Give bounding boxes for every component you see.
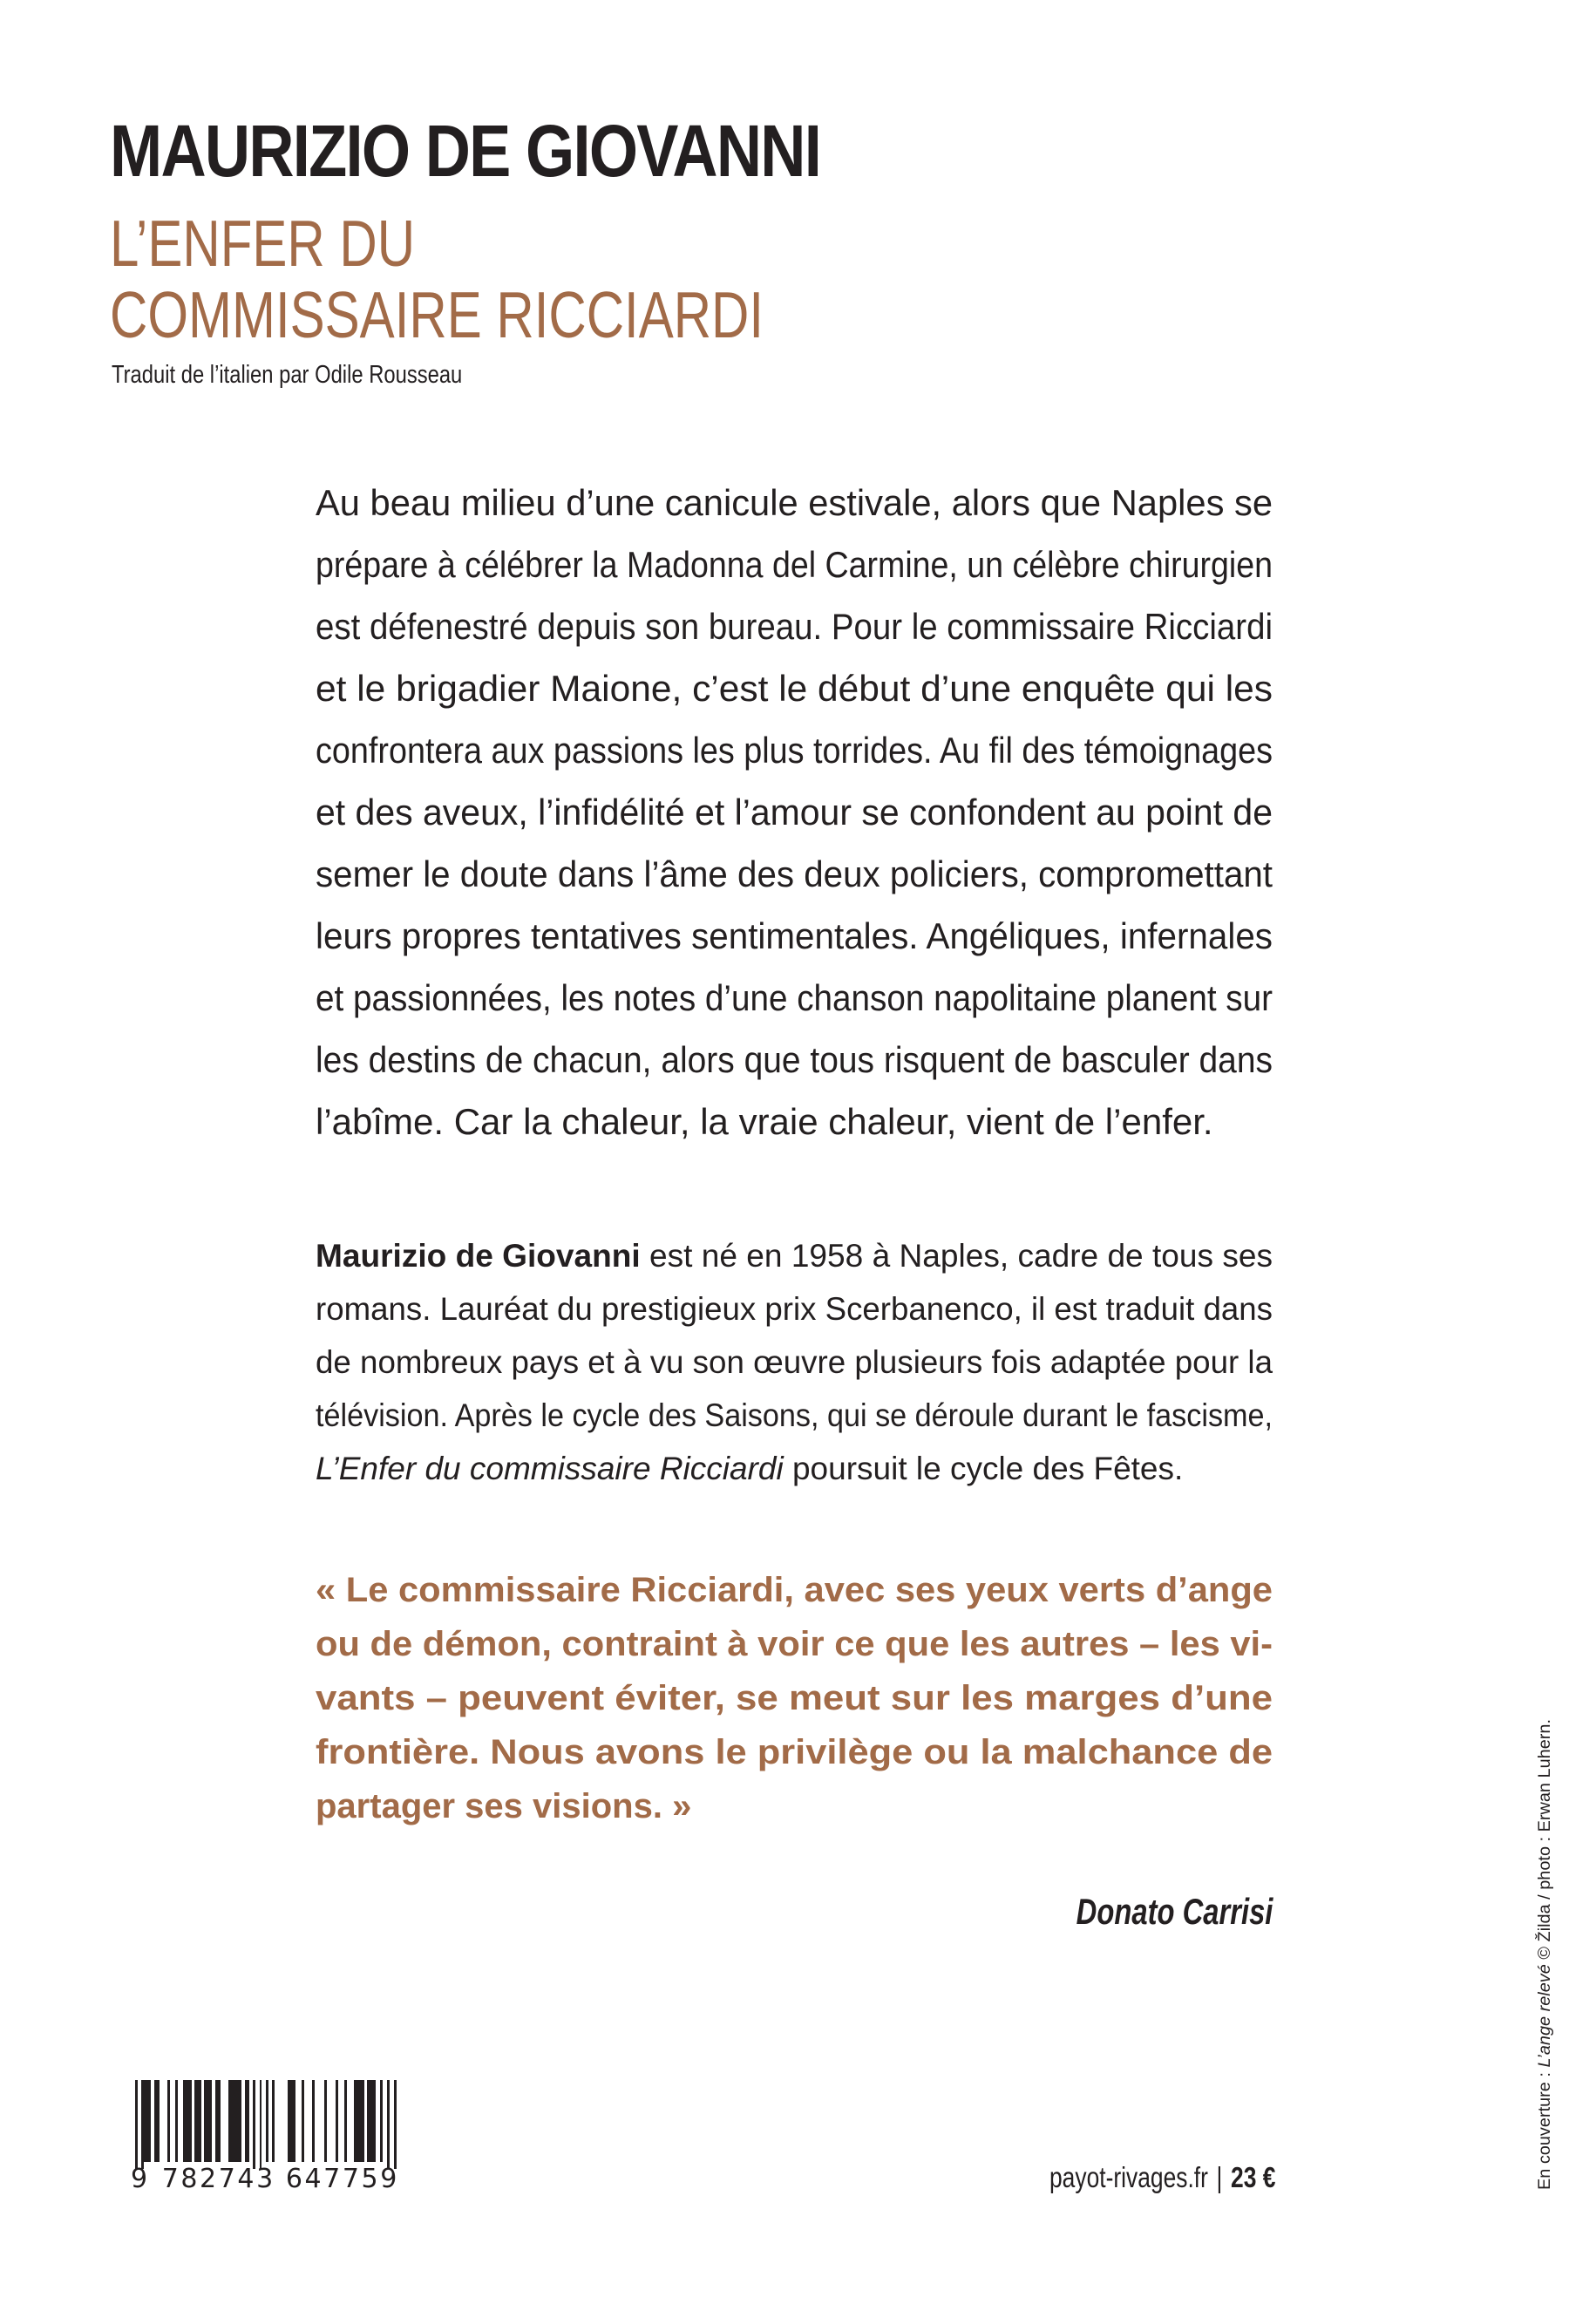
book-title-line-2: COMMISSAIRE RICCIARDI — [110, 278, 764, 351]
isbn-digits — [131, 2165, 401, 2193]
synopsis-paragraph — [316, 472, 1273, 1152]
bio-text: est né en 1958 à Naples, cadre de tous ses — [640, 1238, 1273, 1274]
synopsis-line: semer le doute dans l’âme des deux policiers, compromettant — [316, 853, 1273, 894]
quote-line: ou de démon, contraint à voir ce que les autres – les vi- — [316, 1625, 1273, 1663]
barcode-bar — [228, 2080, 241, 2162]
isbn-first-digit: 9 — [131, 2164, 150, 2194]
barcode-bar — [194, 2080, 200, 2162]
synopsis-line: les destins de chacun, alors que tous risquent de basculer dans — [316, 1039, 1273, 1080]
bio-line — [316, 1229, 1273, 1282]
cover-credit — [1536, 1692, 1555, 2190]
quote-line: vants – peuvent éviter, se meut sur les marges d’une — [316, 1679, 1273, 1717]
translator-credit: Traduit de l’italien par Odile Rousseau — [112, 361, 463, 389]
bio-book-title: L’Enfer du commissaire Ricciardi — [316, 1451, 784, 1486]
barcode-bar — [221, 2080, 228, 2162]
synopsis-line: et passionnées, les notes d’une chanson napolitaine planent sur — [316, 977, 1273, 1018]
review-quote — [316, 1563, 1273, 1833]
publisher-website[interactable]: payot-rivages.fr — [1049, 2161, 1208, 2193]
isbn-left-group: 782743 — [161, 2164, 275, 2194]
synopsis-line: prépare à célébrer la Madonna del Carmine, un célèbre chirurgien — [316, 544, 1273, 585]
isbn-right-group: 647759 — [285, 2164, 399, 2194]
synopsis-line: et des aveux, l’infidélité et l’amour se confondent au point de — [316, 792, 1273, 833]
credit-artwork-title: L’ange relevé — [1536, 1964, 1554, 2068]
barcode-bars — [135, 2080, 397, 2167]
author-name: MAURIZIO DE GIOVANNI — [110, 110, 821, 192]
barcode-bar — [338, 2080, 344, 2162]
bio-line: de nombreux pays et à vu son œuvre plusieurs fois adaptée pour la — [316, 1344, 1273, 1380]
credit-suffix: © Žilda / photo : Erwan Luhern. — [1536, 1719, 1554, 1965]
barcode-bar — [394, 2080, 397, 2169]
synopsis-line: Au beau milieu d’une canicule estivale, alors que Naples se — [316, 482, 1273, 523]
price: 23 € — [1231, 2161, 1276, 2193]
bio-author-name: Maurizio de Giovanni — [316, 1238, 641, 1274]
quote-line: « Le commissaire Ricciardi, avec ses yeux verts d’ange — [316, 1571, 1273, 1609]
barcode-bar — [160, 2080, 167, 2162]
quote-attribution: Donato Carrisi — [1076, 1891, 1273, 1932]
synopsis-line: et le brigadier Maione, c’est le début d’une enquête qui les — [316, 668, 1273, 709]
barcode-bar — [183, 2080, 192, 2162]
credit-prefix: En couverture : — [1536, 2067, 1554, 2190]
barcode-bar — [204, 2080, 212, 2162]
barcode-bar — [354, 2080, 364, 2162]
barcode-bar — [295, 2080, 302, 2162]
publisher-footer — [1049, 2160, 1276, 2195]
barcode-bar — [275, 2080, 288, 2162]
barcode-bar — [367, 2080, 376, 2162]
barcode-bar — [304, 2080, 312, 2162]
book-title-line-1: L’ENFER DU — [110, 207, 416, 280]
quote-line: partager ses visions. » — [316, 1787, 692, 1825]
barcode-bar — [315, 2080, 323, 2162]
bio-text: poursuit le cycle des Fêtes. — [783, 1451, 1184, 1486]
barcode-bar — [144, 2080, 150, 2162]
barcode-bar — [347, 2080, 353, 2162]
quote-line: frontière. Nous avons le privilège ou la malchance de — [316, 1733, 1273, 1771]
bio-line — [316, 1442, 1273, 1495]
barcode-bar — [327, 2080, 336, 2162]
author-bio — [316, 1229, 1273, 1495]
synopsis-line: est défenestré depuis son bureau. Pour le commissaire Ricciardi — [316, 606, 1273, 647]
book-title — [110, 207, 764, 350]
synopsis-line: l’abîme. Car la chaleur, la vraie chaleur, vient de l’enfer. — [316, 1101, 1213, 1142]
bio-line: télévision. Après le cycle des Saisons, qui se déroule durant le fascisme, — [316, 1397, 1273, 1433]
barcode-bar — [288, 2080, 295, 2162]
isbn-barcode — [131, 2080, 401, 2193]
synopsis-line: leurs propres tentatives sentimentales. Angéliques, infernales — [316, 915, 1273, 956]
synopsis-line: confrontera aux passions les plus torrides. Au fil des témoignages — [316, 730, 1273, 771]
separator: | — [1216, 2161, 1223, 2193]
bio-line: romans. Lauréat du prestigieux prix Scerbanenco, il est traduit dans — [316, 1291, 1273, 1327]
